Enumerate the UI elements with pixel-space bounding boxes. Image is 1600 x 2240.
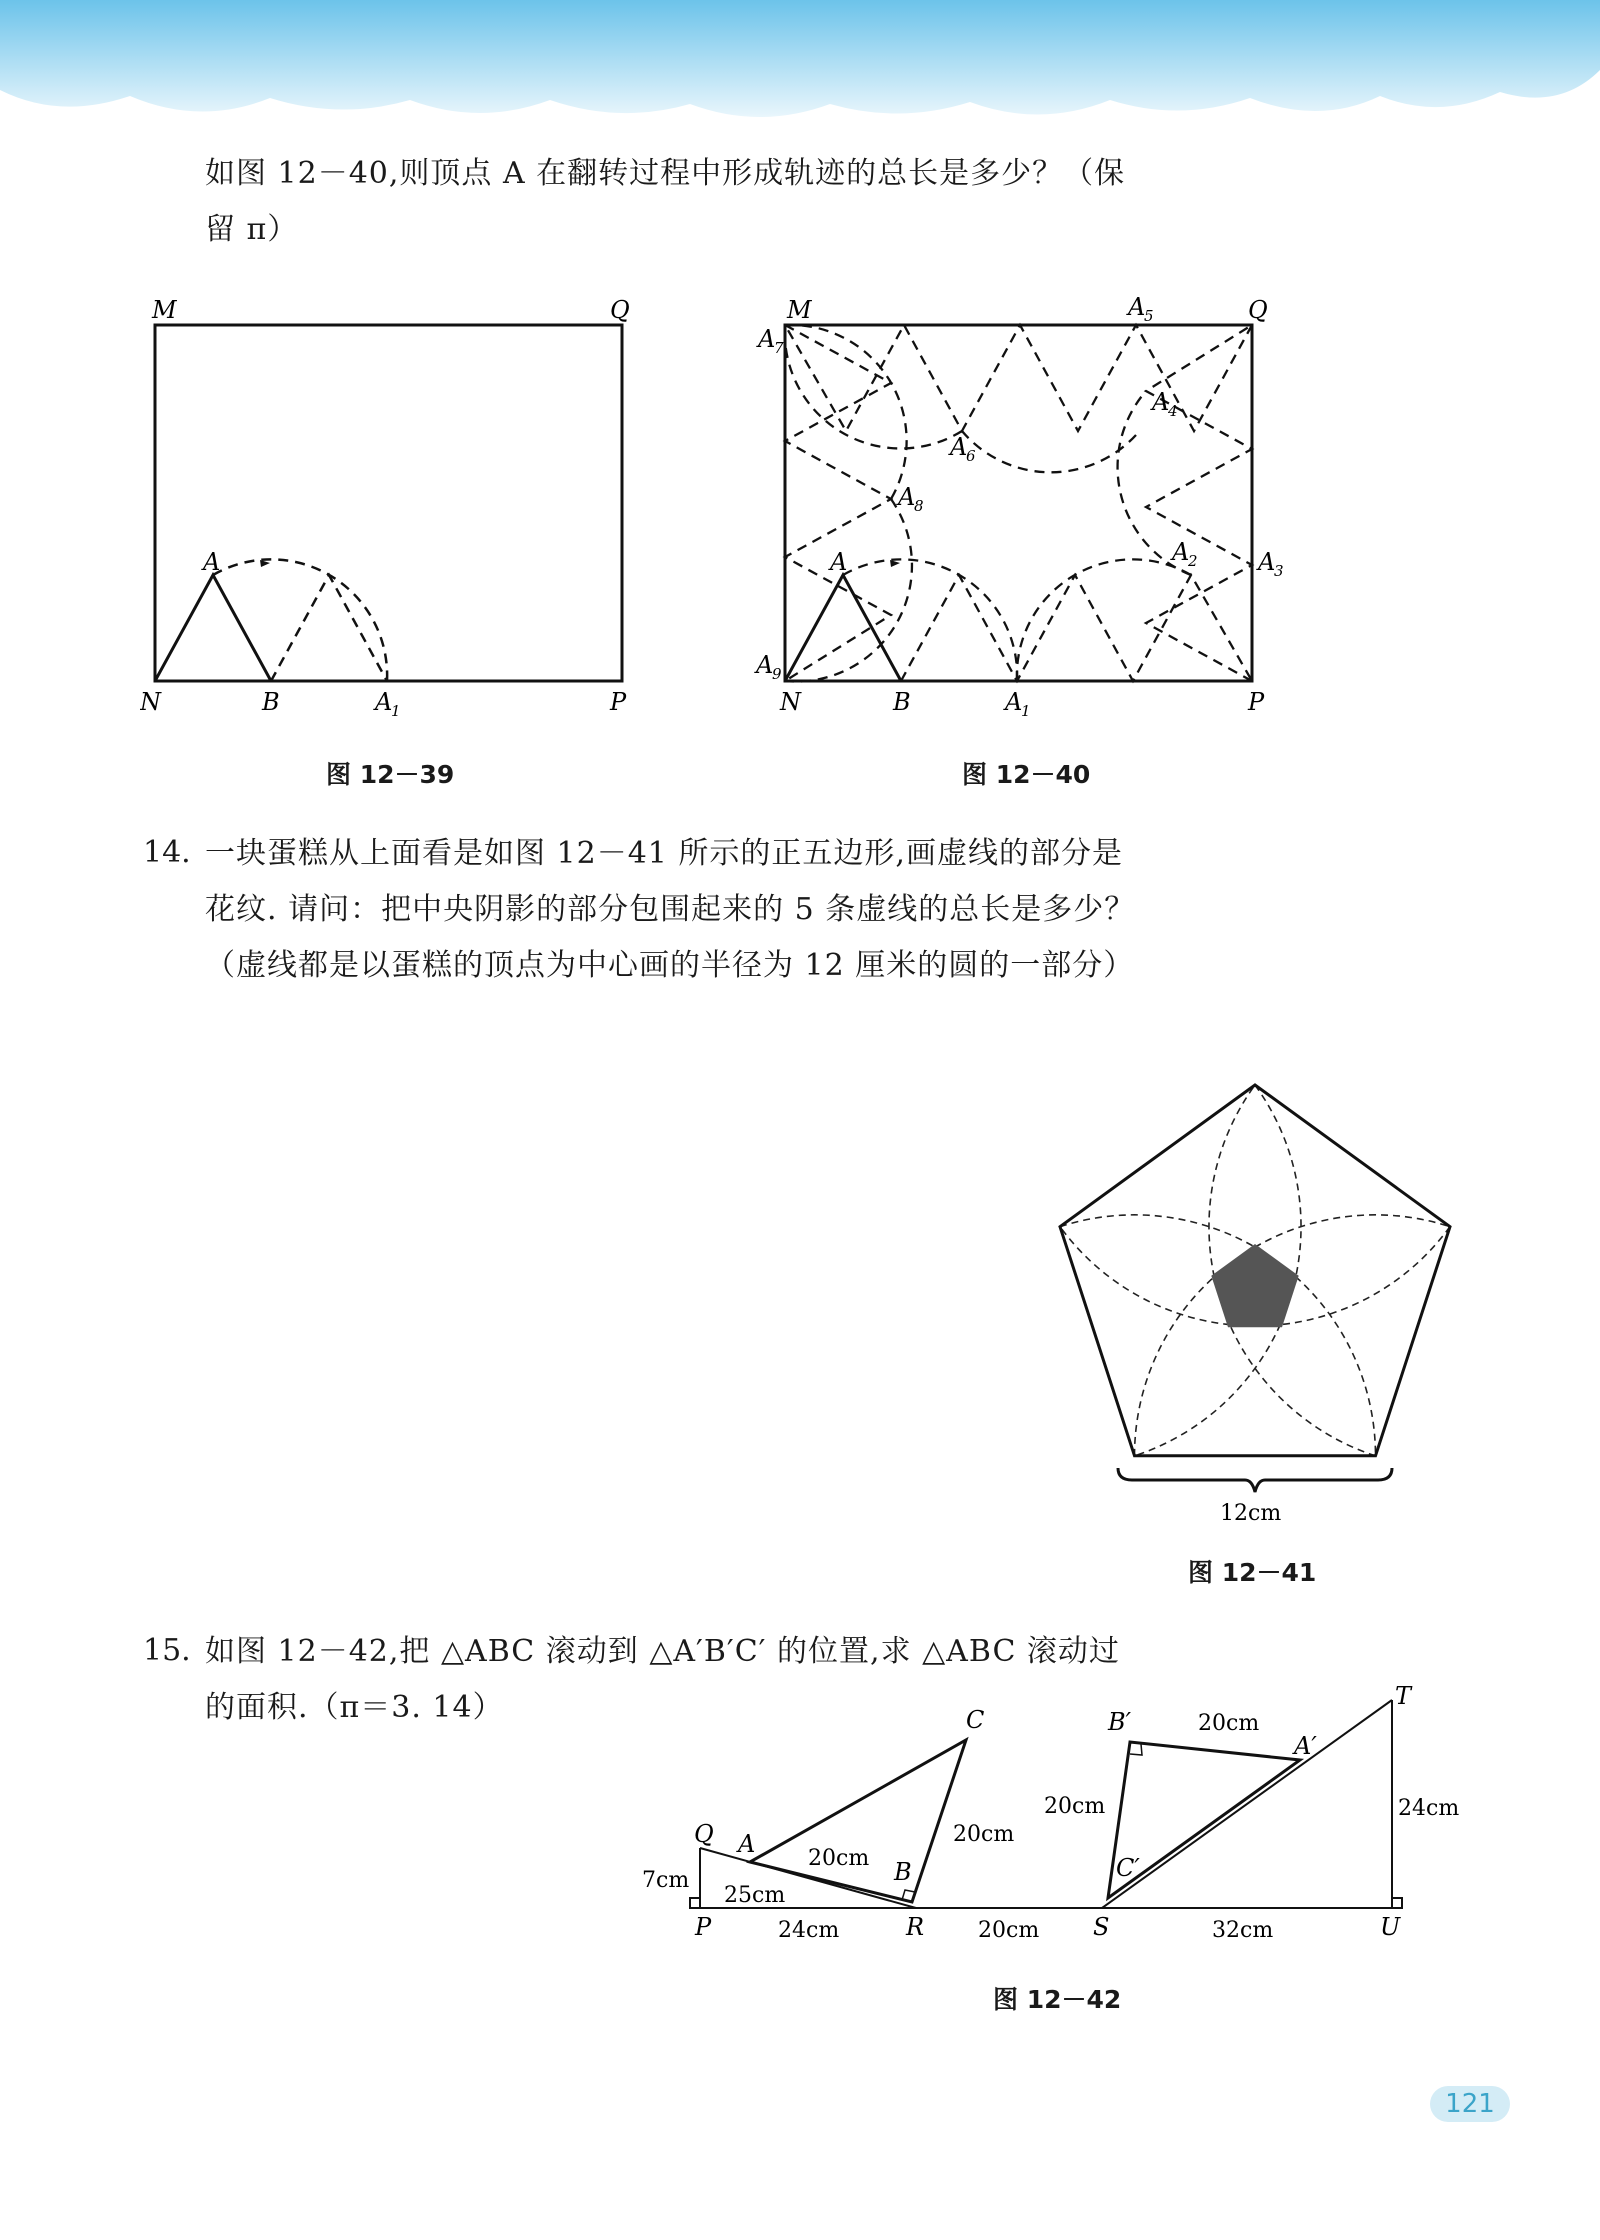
fig40-label-A6-sub: 6 bbox=[966, 447, 976, 465]
fig40-label-A3: A bbox=[1258, 548, 1276, 576]
fig42-caption: 图 12－42 bbox=[993, 1985, 1122, 2014]
fig42-measure-BC: 20cm bbox=[953, 1822, 1015, 1847]
fig42-measure-TU: 24cm bbox=[1398, 1796, 1460, 1821]
fig42-label-S: S bbox=[1093, 1913, 1110, 1941]
fig40-label-A7: A bbox=[758, 325, 776, 353]
fig39-label-Q: Q bbox=[610, 296, 630, 324]
fig39-label-A1: A bbox=[375, 688, 393, 716]
fig42-measure-QP: 7cm bbox=[642, 1868, 690, 1893]
fig42-label-Bp: B′ bbox=[1108, 1708, 1132, 1736]
fig40-label-Q: Q bbox=[1248, 296, 1268, 324]
fig40-label-A2-sub: 2 bbox=[1188, 552, 1198, 570]
problem15-number: 15. bbox=[143, 1633, 191, 1668]
fig40-label-A7-sub: 7 bbox=[774, 339, 784, 357]
fig40-label-A4-sub: 4 bbox=[1168, 402, 1178, 420]
fig41-caption: 图 12－41 bbox=[1188, 1558, 1317, 1587]
fig39-label-B: B bbox=[262, 688, 280, 716]
fig39-caption: 图 12－39 bbox=[326, 760, 455, 789]
fig42-measure-SU: 32cm bbox=[1212, 1918, 1274, 1943]
triangle-nab bbox=[155, 575, 271, 681]
fig40-label-A9-sub: 9 bbox=[772, 665, 782, 683]
fig42-label-Q: Q bbox=[694, 1820, 714, 1848]
fig40-label-A6: A bbox=[950, 433, 968, 461]
problem15-line1: 如图 12－42,把 △ABC 滚动到 △A′B′C′ 的位置,求 △ABC 滚动过 bbox=[205, 1634, 1120, 1669]
problem13-line2: 留 π） bbox=[205, 212, 299, 247]
fig40-label-M: M bbox=[787, 296, 812, 324]
fig42-measure-AB: 20cm bbox=[808, 1846, 870, 1871]
fig39-label-A: A bbox=[203, 548, 221, 576]
figure-12-39 bbox=[140, 285, 660, 725]
figure-12-42 bbox=[630, 1680, 1470, 1980]
fig42-label-C: C bbox=[966, 1706, 985, 1734]
problem14-number: 14. bbox=[143, 835, 191, 870]
fig41-side-label: 12cm bbox=[1220, 1501, 1282, 1526]
fig40-label-P: P bbox=[1248, 688, 1265, 716]
fig42-label-Cp: C′ bbox=[1116, 1854, 1140, 1882]
fig40-caption: 图 12－40 bbox=[962, 760, 1091, 789]
fig39-label-P: P bbox=[610, 688, 627, 716]
problem13-line1: 如图 12－40,则顶点 A 在翻转过程中形成轨迹的总长是多少？（保 bbox=[205, 156, 1126, 191]
shaded-center bbox=[1211, 1244, 1298, 1327]
fig42-measure-RS: 20cm bbox=[978, 1918, 1040, 1943]
fig40-label-A3-sub: 3 bbox=[1274, 562, 1284, 580]
fig42-measure-BpCp: 20cm bbox=[1044, 1794, 1106, 1819]
fig40-label-A1-sub: 1 bbox=[1021, 702, 1031, 720]
dashed-arc bbox=[1060, 1215, 1375, 1456]
fig40-label-N: N bbox=[780, 688, 801, 716]
fig42-label-A: A bbox=[738, 1830, 756, 1858]
fig42-measure-BpAp: 20cm bbox=[1198, 1711, 1260, 1736]
fig40-label-A5-sub: 5 bbox=[1144, 307, 1154, 325]
fig40-label-A2: A bbox=[1172, 538, 1190, 566]
fig42-label-P: P bbox=[695, 1913, 712, 1941]
fig40-label-A1: A bbox=[1005, 688, 1023, 716]
fig40-label-A: A bbox=[830, 548, 848, 576]
fig39-label-A1-sub: 1 bbox=[391, 702, 401, 720]
header-banner bbox=[0, 0, 1600, 150]
fig42-label-U: U bbox=[1380, 1913, 1401, 1941]
fig40-label-A8-sub: 8 bbox=[914, 497, 924, 515]
dashed-arc bbox=[1135, 1215, 1450, 1456]
figure-12-40 bbox=[750, 285, 1310, 725]
fig40-label-B: B bbox=[893, 688, 911, 716]
fig39-label-N: N bbox=[140, 688, 161, 716]
fig40-label-A4: A bbox=[1152, 388, 1170, 416]
problem14-line1: 一块蛋糕从上面看是如图 12－41 所示的正五边形,画虚线的部分是 bbox=[205, 836, 1123, 871]
fig42-label-R: R bbox=[906, 1913, 925, 1941]
problem14-line2: 花纹. 请问：把中央阴影的部分包围起来的 5 条虚线的总长是多少？ bbox=[205, 892, 1136, 927]
fig39-label-M: M bbox=[152, 296, 177, 324]
problem14-line3: （虚线都是以蛋糕的顶点为中心画的半径为 12 厘米的圆的一部分） bbox=[205, 948, 1135, 983]
fig42-measure-PR: 24cm bbox=[778, 1918, 840, 1943]
page-number: 121 bbox=[1430, 2086, 1510, 2122]
fig42-label-Ap: A′ bbox=[1294, 1732, 1317, 1760]
fig42-measure-QR: 25cm bbox=[724, 1883, 786, 1908]
fig42-label-B: B bbox=[894, 1858, 912, 1886]
problem15-line2: 的面积.（π＝3. 14） bbox=[205, 1690, 504, 1725]
fig42-label-T: T bbox=[1395, 1682, 1412, 1710]
fig40-label-A9: A bbox=[756, 651, 774, 679]
fig40-label-A5: A bbox=[1128, 293, 1146, 321]
fig40-label-A8: A bbox=[898, 483, 916, 511]
figure-12-41 bbox=[1020, 1040, 1490, 1540]
